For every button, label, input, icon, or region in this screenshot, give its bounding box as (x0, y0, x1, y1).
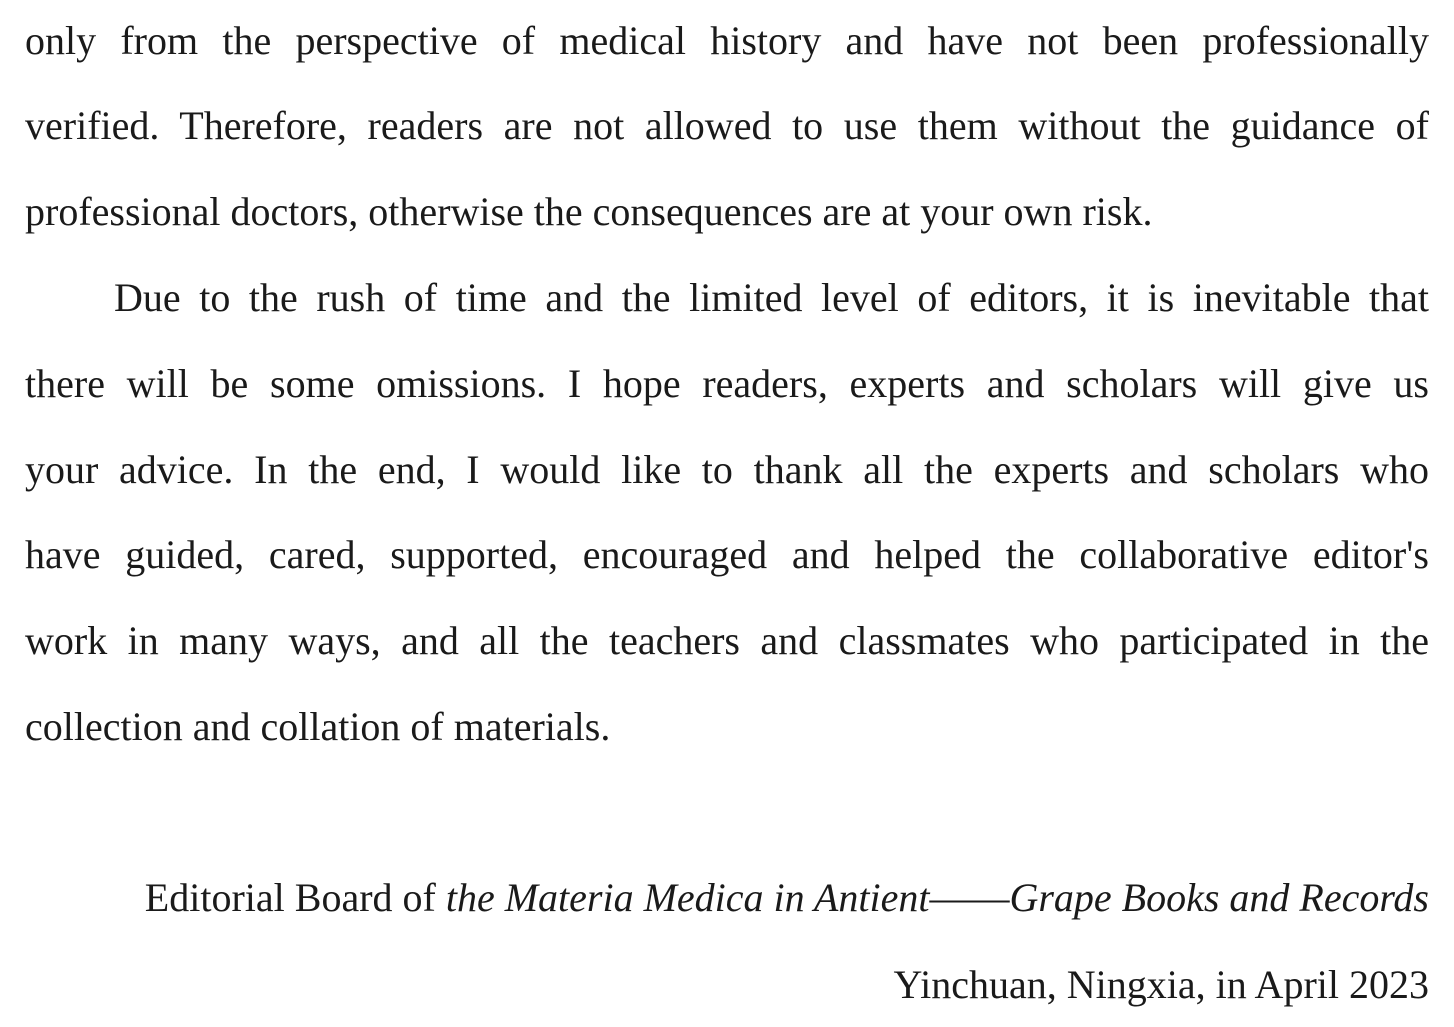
text-line: verified. Therefore, readers are not allowed to use them without the guidance of (25, 103, 1429, 148)
text-line: professional doctors, otherwise the consequences are at your own risk. (25, 189, 1153, 234)
text-line: Due to the rush of time and the limited level of editors, it is inevitable that (114, 275, 1429, 320)
text-line: have guided, cared, supported, encouraged and helped the collaborative editor's (25, 532, 1429, 577)
signature-prefix: Editorial Board of (144, 875, 446, 920)
signature-place-date: Yinchuan, Ningxia, in April 2023 (893, 962, 1429, 1007)
text-line: there will be some omissions. I hope readers, experts and scholars will give us (25, 361, 1429, 406)
title-dash: —— (929, 875, 1010, 920)
series-title: Grape Books and Records (1009, 875, 1429, 920)
text-line: your advice. In the end, I would like to thank all the experts and scholars who (25, 447, 1429, 492)
text-line: work in many ways, and all the teachers and classmates who participated in the (25, 618, 1429, 663)
book-title: the Materia Medica in Antient (445, 875, 930, 920)
text-line: collection and collation of materials. (25, 704, 611, 749)
signature-editorial-board (25, 874, 1429, 922)
text-line: only from the perspective of medical history and have not been professionally (25, 18, 1429, 63)
